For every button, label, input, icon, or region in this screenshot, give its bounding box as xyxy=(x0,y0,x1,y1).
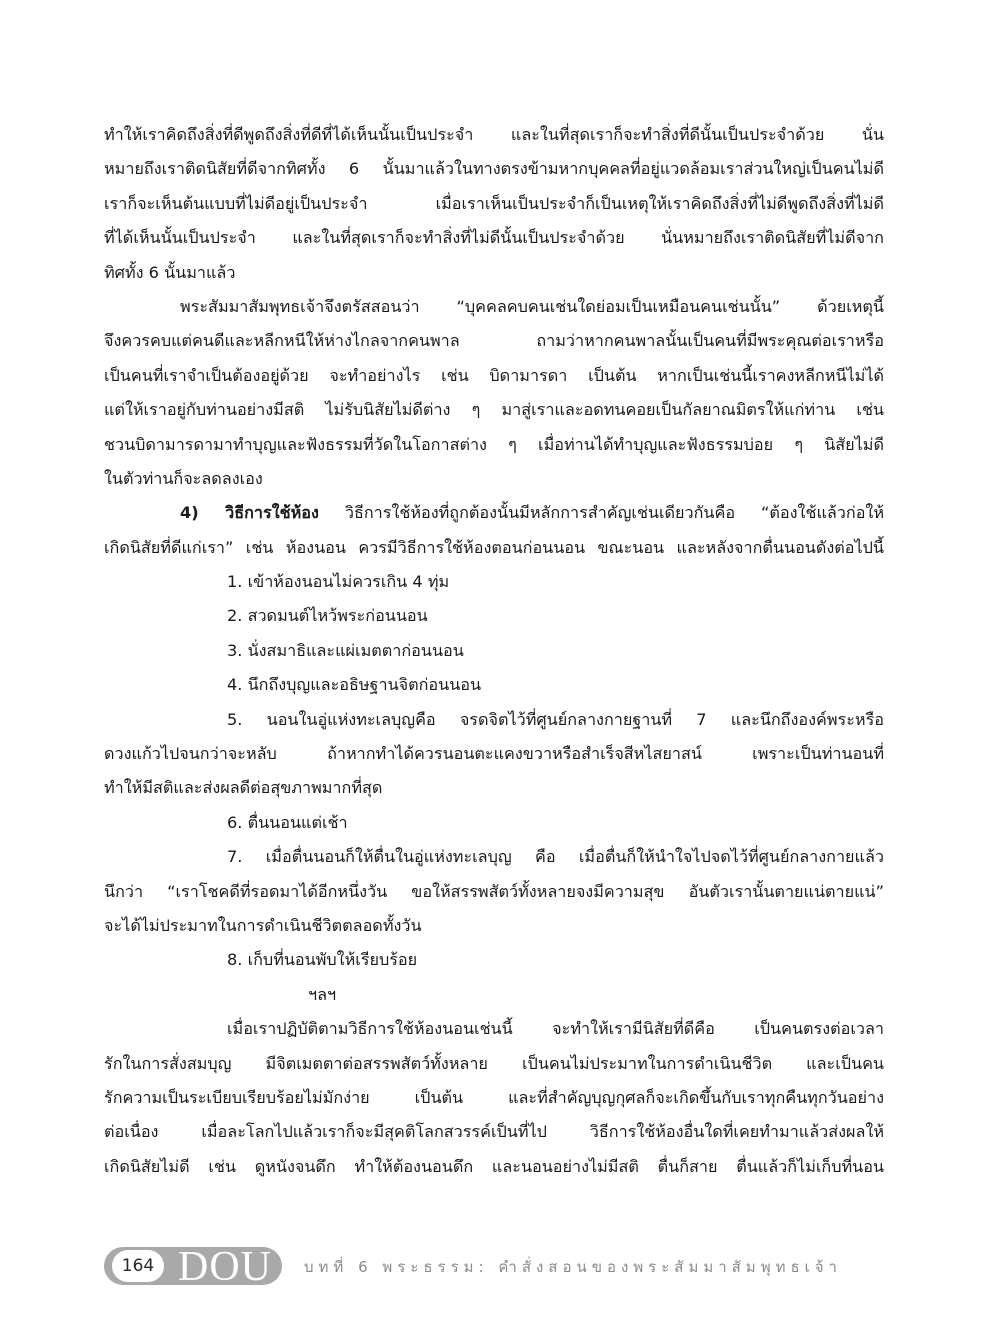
list-item: 2. สวดมนต์ไหว้พระก่อนนอน xyxy=(227,606,428,626)
list-item-continuation: จะได้ไม่ประมาทในการดำเนินชีวิตตลอดทั้งวัน xyxy=(104,915,422,935)
paragraph-line: จึงควรคบแต่คนดีและหลีกหนีให้ห่างไกลจากคนพาล ถามว่าหากคนพาลนั้นเป็นคนที่มีพระคุณต่อเราหรือ xyxy=(104,331,884,351)
paragraph-line: ที่ได้เห็นนั้นเป็นประจำ และในที่สุดเราก็จะทำสิ่งที่ไม่ดีนั้นเป็นประจำด้วย นั่นหมายถึงเราติดนิสัยที่ไม่ดีจาก xyxy=(104,228,884,248)
list-item: 4. นึกถึงบุญและอธิษฐานจิตก่อนนอน xyxy=(227,675,482,695)
paragraph-line: หมายถึงเราติดนิสัยที่ดีจากทิศทั้ง 6 นั้นมาแล้วในทางตรงข้ามหากบุคคลที่อยู่แวดล้อมเราส่วนใหญ่เป็นคนไม่ดี xyxy=(104,159,884,179)
paragraph-line: พระสัมมาสัมพุทธเจ้าจึงตรัสสอนว่า “บุคคลคบคนเช่นใดย่อมเป็นเหมือนคนเช่นนั้น” ด้วยเหตุนี้ xyxy=(180,296,884,316)
list-item-continuation: ดวงแก้วไปจนกว่าจะหลับ ถ้าหากทำได้ควรนอนตะแคงขวาหรือสำเร็จสีหไสยาสน์ เพราะเป็นท่านอนที่ xyxy=(104,744,884,764)
paragraph-line: ชวนบิดามารดามาทำบุญและฟังธรรมที่วัดในโอกาสต่าง ๆ เมื่อท่านได้ทำบุญและฟังธรรมบ่อย ๆ นิสัยไม่ดี xyxy=(104,434,884,454)
page-number: 164 xyxy=(112,1250,164,1282)
chapter-title: บทที่ 6 พระธรรม: คำสั่งสอนของพระสัมมาสัมพุทธเจ้า xyxy=(304,1258,842,1276)
paragraph-line: ทิศทั้ง 6 นั้นมาแล้ว xyxy=(104,262,236,282)
paragraph-line: ต่อเนื่อง เมื่อละโลกไปแล้วเราก็จะมีสุคติโลกสวรรค์เป็นที่ไป วิธีการใช้ห้องอื่นใดที่เคยทำมาแล้วส่งผลให้ xyxy=(104,1122,884,1142)
paragraph-line: รักในการสั่งสมบุญ มีจิตเมตตาต่อสรรพสัตว์ทั้งหลาย เป็นคนไม่ประมาทในการดำเนินชีวิต และเป็นคน xyxy=(104,1053,884,1073)
paragraph-line: แต่ให้เราอยู่กับท่านอย่างมีสติ ไม่รับนิสัยไม่ดีต่าง ๆ มาสู่เราและอดทนคอยเป็นกัลยาณมิตรให้แก่ท่าน เช่น xyxy=(104,400,884,420)
list-item: 7. เมื่อตื่นนอนก็ให้ตื่นในอู่แห่งทะเลบุญ คือ เมื่อตื่นก็ให้นำใจไปจดไว้ที่ศูนย์กลางกายแล้ว xyxy=(227,847,884,867)
list-item: 3. นั่งสมาธิและแผ่เมตตาก่อนนอน xyxy=(227,640,464,660)
section-intro-text: วิธีการใช้ห้องที่ถูกต้องนั้นมีหลักการสำคัญเช่นเดียวกันคือ “ต้องใช้แล้วก่อให้ xyxy=(344,503,884,523)
list-item: 6. ตื่นนอนแต่เช้า xyxy=(227,812,348,832)
section-heading-line xyxy=(104,496,884,530)
paragraph-line: เมื่อเราปฏิบัติตามวิธีการใช้ห้องนอนเช่นนี้ จะทำให้เรามีนิสัยที่ดีคือ เป็นคนตรงต่อเวลา xyxy=(227,1019,884,1039)
section-heading: 4) วิธีการใช้ห้อง xyxy=(180,503,319,523)
list-item-continuation: นึกว่า “เราโชคดีที่รอดมาได้อีกหนึ่งวัน ขอให้สรรพสัตว์ทั้งหลายจงมีความสุข อันตัวเรานั้นตายแน่ตายแน่” xyxy=(104,881,884,901)
ellipsis-mark: ฯลฯ xyxy=(308,984,337,1004)
paragraph-line: เกิดนิสัยไม่ดี เช่น ดูหนังจนดึก ทำให้ต้องนอนดึก และนอนอย่างไม่มีสติ ตื่นก็สาย ตื่นแล้วก็ไม่เก็บที่นอน xyxy=(104,1156,884,1176)
paragraph-line: ในตัวท่านก็จะลดลงเอง xyxy=(104,468,263,488)
page-body xyxy=(104,118,884,1184)
list-item: 1. เข้าห้องนอนไม่ควรเกิน 4 ทุ่ม xyxy=(227,572,450,592)
dou-logo: DOU xyxy=(178,1244,272,1290)
paragraph-line: เกิดนิสัยที่ดีแก่เรา” เช่น ห้องนอน ควรมีวิธีการใช้ห้องตอนก่อนนอน ขณะนอน และหลังจากตื่นนอนดังต่อไปนี้ xyxy=(104,537,884,557)
paragraph-line: ทำให้เราคิดถึงสิ่งที่ดีพูดถึงสิ่งที่ดีที่ได้เห็นนั้นเป็นประจำ และในที่สุดเราก็จะทำสิ่งที่ดีนั้นเป็นประจำด้วย นั่น xyxy=(104,125,884,144)
list-item: 5. นอนในอู่แห่งทะเลบุญคือ จรดจิตไว้ที่ศูนย์กลางกายฐานที่ 7 และนึกถึงองค์พระหรือ xyxy=(227,709,884,729)
list-item: 8. เก็บที่นอนพับให้เรียบร้อย xyxy=(227,950,418,970)
list-item-continuation: ทำให้มีสติและส่งผลดีต่อสุขภาพมากที่สุด xyxy=(104,778,383,798)
paragraph-line: เราก็จะเห็นต้นแบบที่ไม่ดีอยู่เป็นประจำ เมื่อเราเห็นเป็นประจำก็เป็นเหตุให้เราคิดถึงสิ่งที่ไม่ดีพูดถึงสิ่งที่ไม่ดี xyxy=(104,193,884,213)
paragraph-line: เป็นคนที่เราจำเป็นต้องอยู่ด้วย จะทำอย่างไร เช่น บิดามารดา เป็นต้น หากเป็นเช่นนี้เราคงหลีกหนีไม่ได้ xyxy=(104,365,884,385)
paragraph-line: รักความเป็นระเบียบเรียบร้อยไม่มักง่าย เป็นต้น และที่สำคัญบุญกุศลก็จะเกิดขึ้นกับเราทุกคืนทุกวันอย่าง xyxy=(104,1087,884,1107)
page-footer xyxy=(104,1243,894,1293)
page-number-pill xyxy=(104,1244,282,1290)
